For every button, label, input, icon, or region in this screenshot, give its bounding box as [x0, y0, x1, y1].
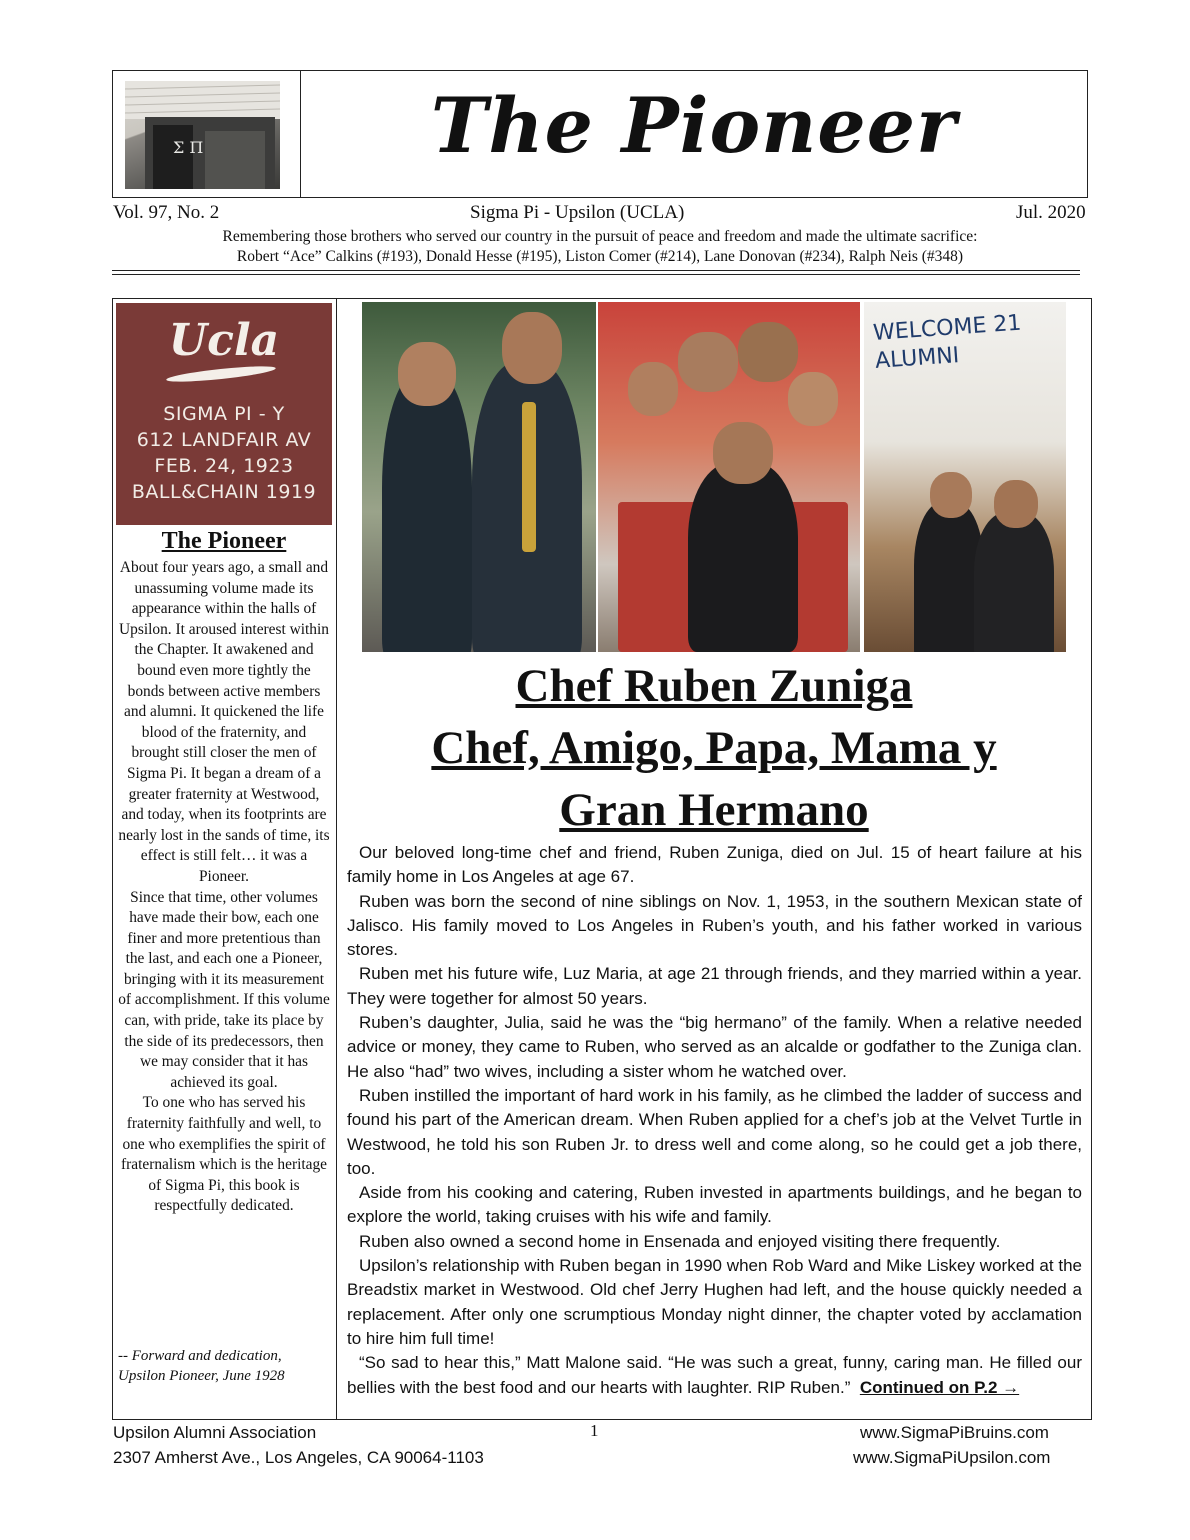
plaque-line: SIGMA PI - Y [163, 403, 285, 425]
person-head [738, 322, 798, 382]
person-figure [688, 462, 798, 652]
newsletter-title: The Pioneer [430, 81, 958, 170]
ucla-logo: Ucla [168, 315, 280, 366]
sidebar-credit [118, 1346, 330, 1386]
volume-number: Vol. 97, No. 2 [113, 202, 220, 223]
person-head [502, 312, 562, 384]
person-figure [382, 372, 472, 652]
article-headline: Chef, Amigo, Papa, Mama y [431, 722, 997, 774]
header-rule [112, 270, 1080, 271]
footer-association: Upsilon Alumni Association [113, 1423, 317, 1442]
credit-line: -- Forward and dedication, [118, 1348, 282, 1364]
sidebar-heading: The Pioneer [161, 528, 287, 554]
person-head [398, 342, 456, 406]
sidebar-paragraph: Since that time, other volumes have made their bow, each one finer and more pretentious than the last, and each one a Pioneer, bringing with it its measurement of accomplishment. If this volume can, with pride, take its place by the side of its predecessors, then we may consider that it has achieved its goal. [118, 888, 330, 1091]
article-paragraph: Our beloved long-time chef and friend, Ruben Zuniga, died on Jul. 15 of heart failure at his family home in Los Angeles at age 67. [347, 843, 1082, 887]
footer-address: 2307 Amherst Ave., Los Angeles, CA 90064-1103 [113, 1448, 484, 1467]
sidebar-paragraph: To one who has served his fraternity faithfully and well, to one who exemplifies the spirit of fraternalism which is the heritage of Sigma Pi, this book is respectfully dedicated. [121, 1094, 327, 1215]
ruben-portrait-photo [362, 302, 596, 652]
article-paragraph: Ruben also owned a second home in Ensenada and enjoyed visiting there frequently. [359, 1231, 1001, 1251]
ucla-swoosh [166, 363, 276, 384]
article-paragraph: Ruben instilled the important of hard work in his family, as he climbed the ladder of success and found his part of the American dream. When Ruben applied for a chef’s job at the Velvet Turtle in Westwood, he told his son Ruben Jr. to dress well and come along, so he could get a job there, too. [347, 1085, 1082, 1178]
memorial-line: Remembering those brothers who served our country in the pursuit of peace and freedom and made the ultimate sacrifice: [222, 228, 978, 245]
person-head [930, 472, 972, 518]
masthead [112, 70, 1088, 198]
necktie [522, 402, 536, 552]
person-head [628, 362, 678, 416]
article-paragraph: Aside from his cooking and catering, Ruben invested in apartments buildings, and he began to explore the world, taking cruises with his wife and family. [347, 1183, 1082, 1227]
person-head [713, 422, 773, 484]
article-headline: Chef Ruben Zuniga [515, 660, 913, 712]
masthead-photo-cell [113, 71, 301, 197]
house-entrance-illustration [125, 81, 280, 189]
house-entrance-photo [125, 81, 280, 189]
person-figure [974, 512, 1054, 652]
welcome-sign: WELCOME 21 ALUMNI [872, 310, 1023, 374]
person-head [788, 372, 838, 426]
header-rule [112, 274, 1080, 275]
plaque-line: FEB. 24, 1923 [154, 455, 294, 477]
continued-link[interactable]: Continued on P.2 → [859, 1377, 1020, 1397]
page-number: 1 [590, 1421, 599, 1440]
article-quote: “So sad to hear this,” Matt Malone said. “He was such a great, funny, caring man. He filled our bellies with the best food and our hearts with laughter. RIP Ruben.” [347, 1353, 1082, 1397]
footer-website-link[interactable]: www.SigmaPiUpsilon.com [853, 1448, 1051, 1467]
plaque-line: BALL&CHAIN 1919 [131, 481, 317, 503]
column-divider [336, 298, 337, 1420]
ucla-plaque-photo [116, 303, 332, 525]
chapter-name: Sigma Pi - Upsilon (UCLA) [470, 202, 685, 223]
footer-website-link[interactable]: www.SigmaPiBruins.com [860, 1423, 1049, 1442]
article-paragraph: Ruben met his future wife, Luz Maria, at age 21 through friends, and they married within a year. They were together for almost 50 years. [347, 964, 1082, 1008]
sidebar-paragraph: About four years ago, a small and unassuming volume made its appearance within the halls of Upsilon. It aroused interest within the Chapter. It awakened and bound even more tightly the bonds between active members and alumni. It quickened the life blood of the fraternity, and brought still closer the men of Sigma Pi. It began a dream of a greater fraternity at Westwood, and today, when its footprints are nearly lost in the sands of time, its effect is still felt… it was a Pioneer. [118, 559, 330, 885]
sidebar-dedication [118, 558, 330, 1217]
article-body [347, 841, 1082, 1400]
article-paragraph-last [347, 1351, 1082, 1400]
family-party-photo [598, 302, 860, 652]
person-head [994, 480, 1038, 528]
welcome-alumni-photo [864, 302, 1066, 652]
issue-date: Jul. 2020 [1016, 202, 1086, 223]
plaque-line: 612 LANDFAIR AV [136, 429, 312, 451]
credit-line: Upsilon Pioneer, June 1928 [118, 1368, 285, 1384]
memorial-names: Robert “Ace” Calkins (#193), Donald Hesse (#195), Liston Comer (#214), Lane Donovan (#234), Ralph Neis (#348) [236, 248, 964, 265]
article-paragraph: Ruben’s daughter, Julia, said he was the “big hermano” of the family. When a relative needed advice or money, they came to Ruben, who served as an alcalde or godfather to the Zuniga clan. He also “had” two wives, including a sister whom he watched over. [347, 1013, 1082, 1081]
person-head [678, 332, 738, 392]
article-paragraph: Ruben was born the second of nine siblings on Nov. 1, 1953, in the southern Mexican state of Jalisco. His family moved to Los Angeles in Ruben’s youth, and his father worked in various stores. [347, 891, 1082, 960]
article-paragraph: Upsilon’s relationship with Ruben began in 1990 when Rob Ward and Mike Liskey worked at the Breadstix market in Westwood. Old chef Jerry Hughen had left, and the house quickly needed a replacement. After only one scrumptious Monday night dinner, the chapter voted by acclamation to hire him full time! [347, 1256, 1082, 1348]
article-headline: Gran Hermano [559, 784, 869, 836]
svg-text:Σ Π: Σ Π [173, 138, 204, 157]
